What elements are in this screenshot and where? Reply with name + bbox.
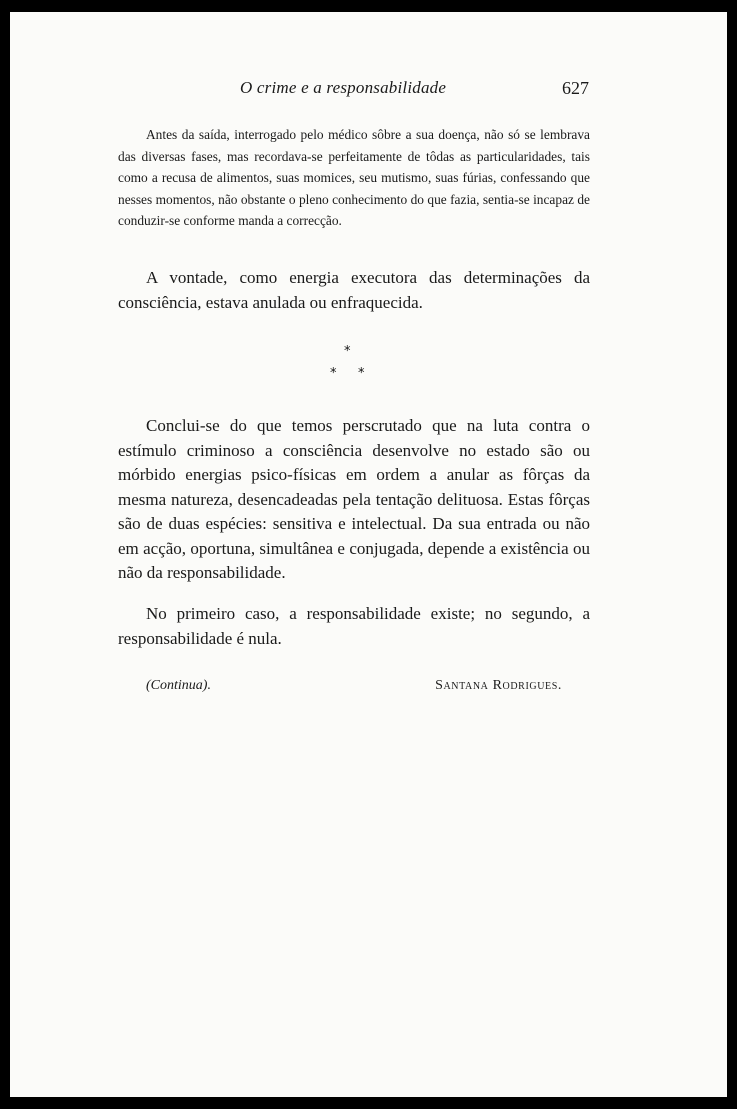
asterisk-right: * (358, 366, 365, 381)
continua-note: (Continua). (146, 678, 211, 693)
asterisk-left: * (330, 366, 337, 381)
asterisk-top: * (344, 344, 351, 359)
paragraph-small-print: Antes da saída, interrogado pelo médico sôbre a sua doença, não só se lembrava das diversas fases, mas recordava-se perfeitamente de tôdas as particularidades, tais como a recusa de alimentos, suas momices, seu mutismo, suas fúrias, confessando que nesses momentos, não obstante o pleno conhecimento do que fazia, sentia-se incapaz de conduzir-se conforme manda a correcção. (118, 127, 590, 228)
running-title: O crime e a responsabilidade (240, 78, 447, 97)
paragraph-cases: No primeiro caso, a responsabilidade existe; no segundo, a responsabilidade é nula. (118, 604, 590, 648)
paragraph-conclusion: Conclui-se do que temos perscrutado que na luta contra o estímulo criminoso a consciência desenvolve no estado são ou mórbido energias psico-físicas em ordem a anular as fôrças da mesma natureza, desencadeadas pela tentação delituosa. Estas fôrças são de duas espécies: sensitiva e intelectual. Da sua entrada ou não em acção, oportuna, simultânea e conjugada, depende a existência ou não da responsabilidade. (118, 416, 590, 582)
page-number: 627 (562, 78, 589, 98)
signature-line (118, 678, 590, 702)
author-signature: Santana Rodrigues. (435, 678, 562, 693)
paragraph-will: A vontade, como energia executora das determinações da consciência, estava anulada ou enfraquecida. (118, 268, 590, 312)
page-header (232, 78, 597, 106)
asterism-separator (320, 344, 380, 384)
